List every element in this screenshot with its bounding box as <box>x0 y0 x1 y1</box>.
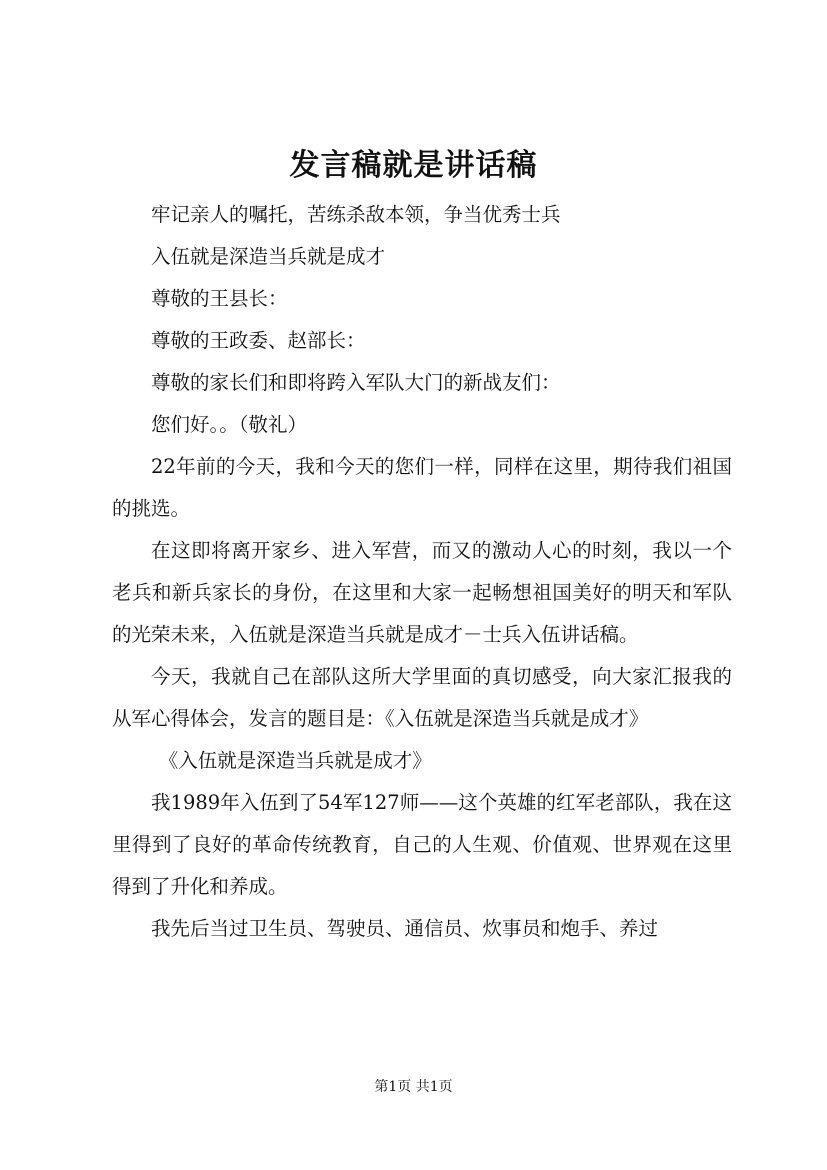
paragraph-moment: 在这即将离开家乡、进入军营，而又的激动人心的时刻，我以一个老兵和新兵家长的身份，在这里和大家一起畅想祖国美好的明天和军队的光荣未来，入伍就是深造当兵就是成才－士兵入伍讲话稿。 <box>112 539 732 646</box>
document-title: 发言稿就是讲话稿 <box>289 148 538 183</box>
paragraph-salutation-commissar: 尊敬的王政委、赵部长： <box>151 329 366 352</box>
document-body <box>112 194 732 950</box>
paragraph-greeting: 您们好。。（敬礼） <box>151 413 308 436</box>
paragraph-topic: 今天，我就自己在部队这所大学里面的真切感受，向大家汇报我的从军心得体会，发言的题目是：《入伍就是深造当兵就是成才》 <box>112 665 732 730</box>
paragraph-roles: 我先后当过卫生员、驾驶员、通信员、炊事员和炮手、养过 <box>151 917 659 940</box>
page-footer: 第1页 共1页 <box>374 1079 453 1095</box>
paragraph-salutation-county-head: 尊敬的王县长： <box>151 287 288 310</box>
paragraph-subtitle: 入伍就是深造当兵就是成才 <box>151 245 386 268</box>
paragraph-enlistment: 我1989年入伍到了54军127师——这个英雄的红军老部队，我在这里得到了良好的革命传统教育，自己的人生观、价值观、世界观在这里得到了升化和养成。 <box>112 791 732 898</box>
paragraph-topic-title: 《入伍就是深造当兵就是成才》 <box>158 749 432 772</box>
paragraph-salutation-parents: 尊敬的家长们和即将跨入军队大门的新战友们： <box>151 371 561 394</box>
paragraph-intro: 22年前的今天，我和今天的您们一样，同样在这里，期待我们祖国的挑选。 <box>112 455 732 520</box>
paragraph-motto: 牢记亲人的嘱托，苦练杀敌本领，争当优秀士兵 <box>151 203 561 226</box>
